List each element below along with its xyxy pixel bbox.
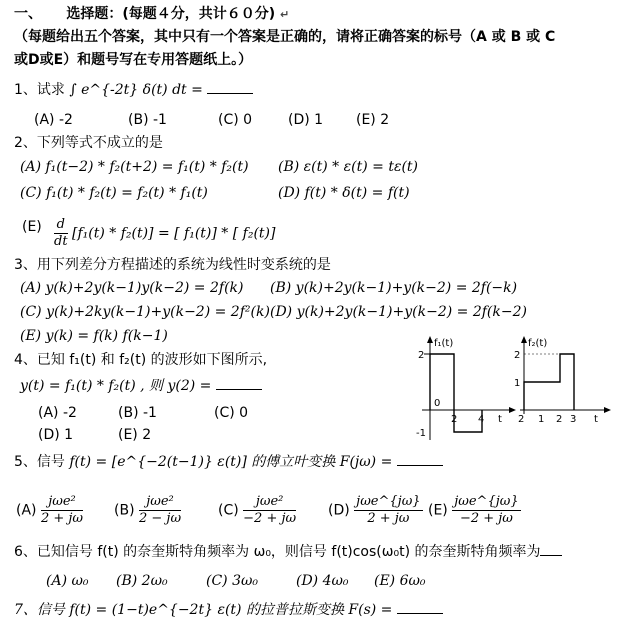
section-number: 一、 bbox=[14, 6, 42, 22]
q3-option-d: (D) y(k)+2y(k−1)+y(k−2) = 2f(k−2) bbox=[270, 304, 527, 320]
q4-stem: 4、已知 f₁(t) 和 f₂(t) 的波形如下图所示, bbox=[14, 352, 268, 368]
q5-expr: f(t) = [e^{−2(t−1)} ε(t)] 的傅立叶变换 F(jω) = bbox=[69, 454, 393, 470]
q1-option-d: (D) 1 bbox=[288, 112, 324, 128]
answer-blank bbox=[216, 377, 262, 390]
q3-option-a: (A) y(k)+2y(k−1)y(k−2) = 2f(k) bbox=[20, 280, 244, 296]
q7-stem: 7、信号 f(t) = (1−t)e^{−2t} ε(t) 的拉普拉斯变换 F(s) = bbox=[14, 602, 393, 618]
svg-text:2: 2 bbox=[514, 350, 521, 361]
q2-option-e-expr: [f₁(t) * f₂(t)] = [ f₁(t)] * [ f₂(t)] bbox=[72, 225, 276, 242]
q1-option-b: (B) -1 bbox=[128, 112, 167, 128]
f2-label: f₂(t) bbox=[528, 338, 548, 349]
q6-option-e: (E) 6ω₀ bbox=[374, 573, 426, 589]
q4-line2 bbox=[20, 376, 262, 396]
q2-option-a: (A) f₁(t−2) * f₂(t+2) = f₁(t) * f₂(t) bbox=[20, 159, 249, 175]
q3-stem: 3、用下列差分方程描述的系统为线性时变系统的是 bbox=[14, 257, 331, 273]
answer-blank bbox=[397, 601, 443, 614]
svg-text:2: 2 bbox=[556, 414, 563, 425]
q2-option-e bbox=[54, 217, 275, 250]
answer-blank bbox=[397, 453, 443, 466]
f1-graph bbox=[416, 336, 516, 440]
svg-text:4: 4 bbox=[478, 414, 485, 425]
svg-text:2: 2 bbox=[451, 414, 458, 425]
svg-text:1: 1 bbox=[514, 378, 521, 389]
q1-expr: ∫ e^{-2t} δ(t) dt = bbox=[69, 82, 203, 98]
svg-text:0: 0 bbox=[434, 398, 441, 409]
q2-option-e-label: (E) bbox=[22, 219, 42, 235]
svg-text:t: t bbox=[594, 414, 598, 425]
q5-stem-line bbox=[14, 452, 443, 472]
f1-label: f₁(t) bbox=[434, 338, 454, 349]
q5-option-e: (E) $\frac{\text{jωe\textasciicircum{}\{jω\}}}{-2 + j\omega}$ bbox=[428, 494, 519, 526]
q4-option-a: (A) -2 bbox=[38, 405, 77, 421]
q6-option-a: (A) ω₀ bbox=[46, 573, 89, 589]
svg-text:2: 2 bbox=[418, 350, 425, 361]
paragraph-mark-icon: ↵ bbox=[280, 8, 290, 21]
q1-stem-line bbox=[14, 80, 253, 100]
q5-option-d: (D) $\frac{\text{jωe\textasciicircum{}\{jω\}}}{2 + j\omega}$ bbox=[328, 494, 421, 526]
q4-option-c: (C) 0 bbox=[214, 405, 249, 421]
f2-graph bbox=[514, 336, 611, 425]
q1-option-c: (C) 0 bbox=[218, 112, 253, 128]
svg-text:-1: -1 bbox=[416, 428, 426, 439]
q4-option-b: (B) -1 bbox=[118, 405, 157, 421]
q3-option-e: (E) y(k) = f(k) f(k−1) bbox=[20, 328, 168, 344]
svg-text:1: 1 bbox=[538, 414, 545, 425]
q2-option-b: (B) ε(t) * ε(t) = tε(t) bbox=[278, 159, 419, 175]
q7-stem-line bbox=[14, 600, 443, 620]
q3-option-c: (C) y(k)+2ky(k−1)+y(k−2) = 2f²(k) bbox=[20, 304, 270, 320]
instructions-line2: 或D或E）和题号写在专用答题纸上。） bbox=[14, 52, 253, 68]
q1-option-a: (A) -2 bbox=[34, 112, 73, 128]
q6-option-d: (D) 4ω₀ bbox=[296, 573, 349, 589]
q5-option-a: (A) $\frac{\text{jωe²}}{2 + j\omega}$ bbox=[16, 494, 84, 526]
q5-stem: 5、信号 bbox=[14, 454, 65, 470]
q4-option-e: (E) 2 bbox=[118, 427, 152, 443]
q4-option-d: (D) 1 bbox=[38, 427, 74, 443]
q6-option-b: (B) 2ω₀ bbox=[116, 573, 168, 589]
svg-text:2: 2 bbox=[518, 414, 525, 425]
answer-blank bbox=[540, 543, 562, 556]
q4-expr: y(t) = f₁(t) * f₂(t) , 则 y(2) = bbox=[20, 378, 212, 394]
q1-option-e: (E) 2 bbox=[356, 112, 390, 128]
q5-option-c: (C) $\frac{\text{jωe²}}{-2 + j\omega}$ bbox=[218, 494, 297, 526]
q6-stem: 6、已知信号 f(t) 的奈奎斯特角频率为 ω₀，则信号 f(t)cos(ω₀t) 的奈奎斯特角频率为 bbox=[14, 544, 541, 560]
section-header bbox=[14, 4, 289, 25]
q2-option-d: (D) f(t) * δ(t) = f(t) bbox=[278, 185, 410, 201]
q4-waveforms bbox=[412, 332, 622, 444]
section-title: 选择题：(每题４分，共计６０分) bbox=[66, 6, 276, 22]
q6-stem-line bbox=[14, 542, 562, 562]
svg-text:t: t bbox=[498, 414, 502, 425]
derivative-operator: $\frac{d}{dt}$ bbox=[54, 217, 68, 249]
instructions-line1: （每题给出五个答案，其中只有一个答案是正确的，请将正确答案的标号（A 或 B 或 C bbox=[14, 29, 556, 45]
q2-option-c: (C) f₁(t) * f₂(t) = f₂(t) * f₁(t) bbox=[20, 185, 208, 201]
q1-stem: 1、试求 bbox=[14, 82, 65, 98]
q5-option-b: (B) $\frac{\text{jωe²}}{2 - j\omega}$ bbox=[114, 494, 182, 526]
q3-option-b: (B) y(k)+2y(k−1)+y(k−2) = 2f(−k) bbox=[270, 280, 518, 296]
q2-stem: 2、下列等式不成立的是 bbox=[14, 135, 163, 151]
answer-blank bbox=[207, 81, 253, 94]
q6-option-c: (C) 3ω₀ bbox=[206, 573, 259, 589]
svg-text:3: 3 bbox=[570, 414, 577, 425]
